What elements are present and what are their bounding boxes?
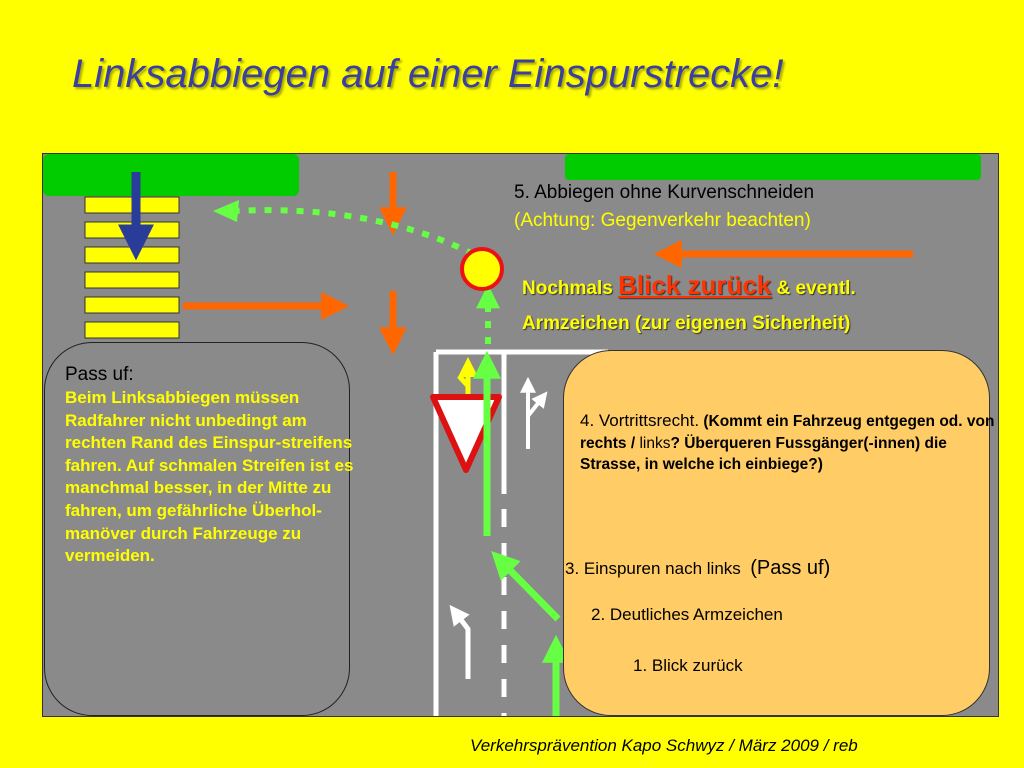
pass-uf-body: Beim Linksabbiegen müssen Radfahrer nicht unbedingt am rechten Rand des Einspur-streifens fahren. Auf schmalen Streifen ist es manchmal besser, in der Mitte zu fahren, um gefährliche Überhol-manöver durch Fahrzeuge zu vermeiden.: [65, 388, 354, 566]
step4-heading: 4. Vortrittsrecht.: [580, 411, 700, 430]
turning-path-arrowhead: [213, 200, 239, 222]
step3-text: 3. Einspuren nach links: [565, 559, 741, 578]
cyclist-position: [462, 249, 502, 289]
step5-line1: 5. Abbiegen ohne Kurvenschneiden: [514, 182, 815, 203]
steps-box: [563, 350, 990, 716]
step4-text: [580, 410, 1000, 476]
step3-paren: (Pass uf): [750, 557, 831, 579]
grass-strip-right: [565, 154, 981, 180]
eventl-text: & eventl.: [776, 278, 856, 299]
cyclist-arrow-merge: [499, 559, 558, 619]
step5-line2: (Achtung: Gegenverkehr beachten): [514, 210, 811, 231]
lane-arrow-left-turn: [455, 612, 468, 679]
step3-line: [565, 557, 830, 580]
step4-part-b: ? Überqueren Fussgänger(-innen) die Strasse, in welche ich einbiege?): [580, 434, 947, 473]
armzeichen-line: Armzeichen (zur eigenen Sicherheit): [522, 313, 851, 334]
lane-arrow-straight-right: [528, 384, 543, 449]
blick-zurueck-emphasis: Blick zurück: [618, 270, 772, 300]
step4-links: links: [639, 434, 671, 452]
grass-strip-left: [43, 154, 299, 196]
step4-part-a: (Kommt ein Fahrzeug entgegen od. von rechts /: [580, 413, 995, 452]
step2-line: 2. Deutliches Armzeichen: [591, 605, 783, 624]
step1-line: 1. Blick zurück: [633, 656, 743, 675]
nochmals-text: Nochmals: [522, 278, 613, 299]
nochmals-line: [522, 270, 856, 301]
pass-uf-box: [44, 342, 354, 716]
page-title: Linksabbiegen auf einer Einspurstrecke!: [72, 52, 784, 96]
footer-credit: Verkehrsprävention Kapo Schwyz / März 2009 / reb: [470, 736, 858, 755]
turning-path: [233, 210, 473, 254]
pass-uf-heading: Pass uf:: [65, 364, 134, 385]
